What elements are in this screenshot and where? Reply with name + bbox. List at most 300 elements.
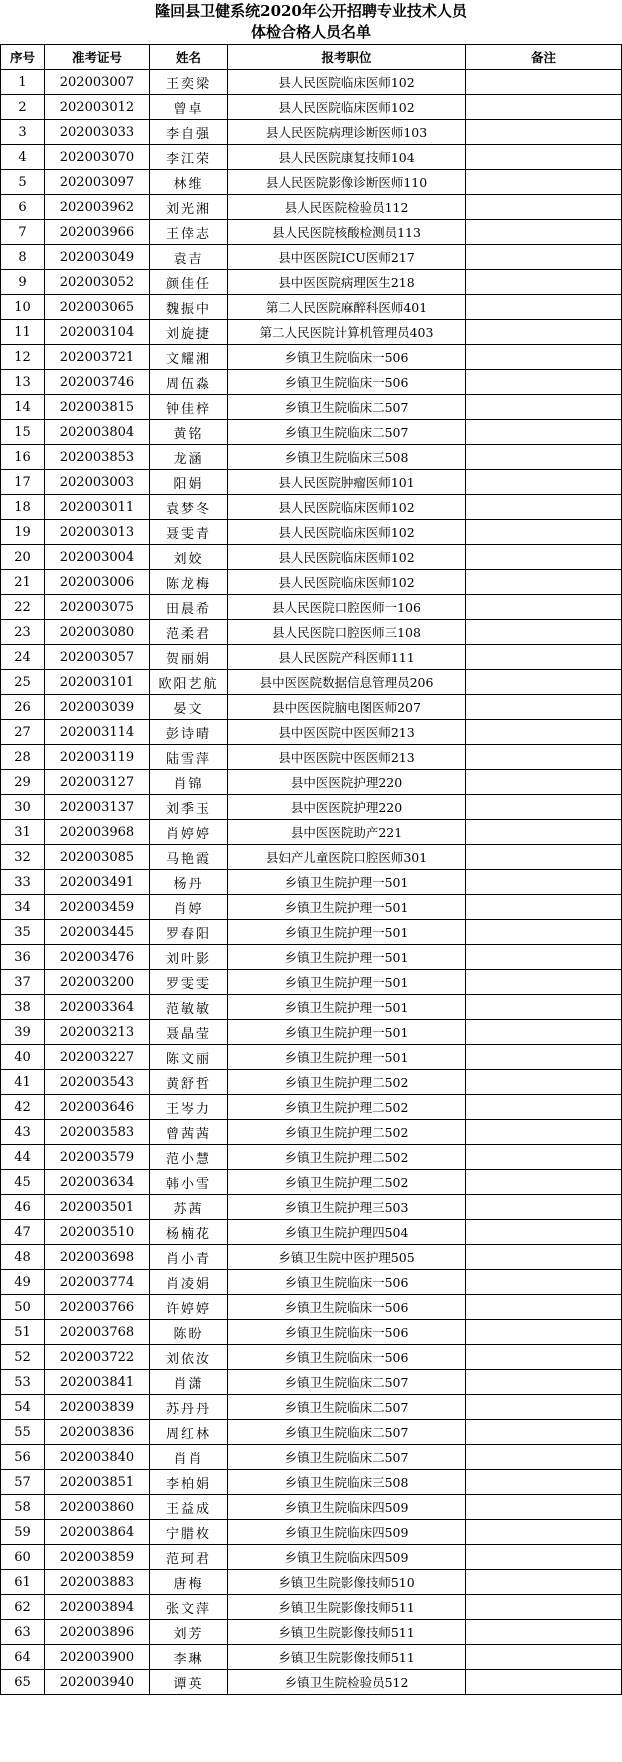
table-row: [1, 1020, 622, 1045]
cell-name: 黄舒哲: [150, 1070, 228, 1095]
table-row: [1, 970, 622, 995]
table-row: [1, 145, 622, 170]
cell-index: 57: [1, 1470, 45, 1495]
cell-index: 12: [1, 345, 45, 370]
cell-exam-number: 202003860: [45, 1495, 150, 1520]
cell-exam-number: 202003004: [45, 545, 150, 570]
cell-position: 县人民医院检验员112: [228, 195, 466, 220]
table-row: [1, 570, 622, 595]
cell-index: 59: [1, 1520, 45, 1545]
cell-index: 40: [1, 1045, 45, 1070]
cell-remarks: [466, 1020, 622, 1045]
cell-name: 刘姣: [150, 545, 228, 570]
cell-exam-number: 202003962: [45, 195, 150, 220]
cell-index: 41: [1, 1070, 45, 1095]
cell-index: 44: [1, 1145, 45, 1170]
cell-name: 聂晶莹: [150, 1020, 228, 1045]
table-row: [1, 1095, 622, 1120]
cell-name: 曾茜茜: [150, 1120, 228, 1145]
cell-exam-number: 202003127: [45, 770, 150, 795]
cell-index: 35: [1, 920, 45, 945]
cell-exam-number: 202003804: [45, 420, 150, 445]
cell-position: 县人民医院肿瘤医师101: [228, 470, 466, 495]
table-row: [1, 520, 622, 545]
cell-name: 曾卓: [150, 95, 228, 120]
cell-exam-number: 202003049: [45, 245, 150, 270]
cell-remarks: [466, 1520, 622, 1545]
cell-position: 县中医医院脑电图医师207: [228, 695, 466, 720]
cell-remarks: [466, 695, 622, 720]
cell-exam-number: 202003137: [45, 795, 150, 820]
table-row: [1, 320, 622, 345]
cell-remarks: [466, 1395, 622, 1420]
cell-remarks: [466, 845, 622, 870]
cell-name: 颜佳任: [150, 270, 228, 295]
cell-index: 10: [1, 295, 45, 320]
cell-index: 30: [1, 795, 45, 820]
table-row: [1, 1420, 622, 1445]
cell-remarks: [466, 220, 622, 245]
cell-index: 58: [1, 1495, 45, 1520]
cell-exam-number: 202003698: [45, 1245, 150, 1270]
cell-index: 65: [1, 1670, 45, 1695]
cell-remarks: [466, 420, 622, 445]
cell-remarks: [466, 1370, 622, 1395]
cell-remarks: [466, 1420, 622, 1445]
cell-exam-number: 202003459: [45, 895, 150, 920]
table-row: [1, 95, 622, 120]
cell-name: 王岑力: [150, 1095, 228, 1120]
cell-name: 宁腊枚: [150, 1520, 228, 1545]
table-row: [1, 1045, 622, 1070]
cell-remarks: [466, 520, 622, 545]
cell-remarks: [466, 870, 622, 895]
cell-exam-number: 202003722: [45, 1345, 150, 1370]
cell-index: 20: [1, 545, 45, 570]
cell-index: 25: [1, 670, 45, 695]
cell-index: 18: [1, 495, 45, 520]
cell-name: 罗雯雯: [150, 970, 228, 995]
cell-remarks: [466, 1320, 622, 1345]
cell-remarks: [466, 1570, 622, 1595]
table-row: [1, 1145, 622, 1170]
cell-name: 田晨希: [150, 595, 228, 620]
cell-index: 51: [1, 1320, 45, 1345]
cell-exam-number: 202003097: [45, 170, 150, 195]
cell-index: 17: [1, 470, 45, 495]
cell-name: 陆雪萍: [150, 745, 228, 770]
cell-exam-number: 202003445: [45, 920, 150, 945]
cell-exam-number: 202003894: [45, 1595, 150, 1620]
cell-position: 县中医医院中医医师213: [228, 720, 466, 745]
cell-name: 周伍淼: [150, 370, 228, 395]
table-row: [1, 545, 622, 570]
cell-index: 52: [1, 1345, 45, 1370]
cell-name: 王倖志: [150, 220, 228, 245]
cell-index: 55: [1, 1420, 45, 1445]
cell-remarks: [466, 1120, 622, 1145]
results-table: [0, 44, 622, 1695]
cell-position: 乡镇卫生院护理一501: [228, 895, 466, 920]
cell-exam-number: 202003774: [45, 1270, 150, 1295]
table-row: [1, 1570, 622, 1595]
cell-exam-number: 202003065: [45, 295, 150, 320]
cell-exam-number: 202003766: [45, 1295, 150, 1320]
cell-name: 肖小青: [150, 1245, 228, 1270]
table-row: [1, 1270, 622, 1295]
cell-exam-number: 202003227: [45, 1045, 150, 1070]
cell-index: 16: [1, 445, 45, 470]
cell-remarks: [466, 995, 622, 1020]
cell-index: 23: [1, 620, 45, 645]
cell-index: 2: [1, 95, 45, 120]
table-row: [1, 1195, 622, 1220]
cell-exam-number: 202003815: [45, 395, 150, 420]
cell-position: 县人民医院临床医师102: [228, 545, 466, 570]
cell-position: 乡镇卫生院护理四504: [228, 1220, 466, 1245]
cell-position: 县人民医院临床医师102: [228, 495, 466, 520]
cell-exam-number: 202003841: [45, 1370, 150, 1395]
table-row: [1, 920, 622, 945]
cell-position: 县人民医院口腔医师一106: [228, 595, 466, 620]
cell-name: 肖潇: [150, 1370, 228, 1395]
table-row: [1, 495, 622, 520]
cell-remarks: [466, 445, 622, 470]
cell-remarks: [466, 495, 622, 520]
cell-remarks: [466, 620, 622, 645]
cell-exam-number: 202003104: [45, 320, 150, 345]
table-row: [1, 695, 622, 720]
cell-position: 乡镇卫生院影像技师511: [228, 1620, 466, 1645]
cell-name: 范小慧: [150, 1145, 228, 1170]
cell-exam-number: 202003853: [45, 445, 150, 470]
table-row: [1, 770, 622, 795]
cell-name: 李琳: [150, 1645, 228, 1670]
document-title: [0, 1, 622, 43]
cell-remarks: [466, 1095, 622, 1120]
table-row: [1, 1245, 622, 1270]
table-row: [1, 1120, 622, 1145]
table-row: [1, 370, 622, 395]
cell-name: 晏文: [150, 695, 228, 720]
cell-index: 63: [1, 1620, 45, 1645]
cell-index: 22: [1, 595, 45, 620]
cell-remarks: [466, 1470, 622, 1495]
cell-exam-number: 202003080: [45, 620, 150, 645]
cell-remarks: [466, 1645, 622, 1670]
cell-position: 乡镇卫生院护理一501: [228, 1020, 466, 1045]
cell-index: 64: [1, 1645, 45, 1670]
cell-index: 5: [1, 170, 45, 195]
cell-position: 县中医医院助产221: [228, 820, 466, 845]
cell-position: 乡镇卫生院临床二507: [228, 1445, 466, 1470]
table-row: [1, 1495, 622, 1520]
cell-position: 乡镇卫生院临床一506: [228, 345, 466, 370]
header-index: 序号: [1, 45, 45, 70]
cell-remarks: [466, 1070, 622, 1095]
cell-position: 第二人民医院麻醉科医师401: [228, 295, 466, 320]
cell-position: 县中医医院ICU医师217: [228, 245, 466, 270]
cell-remarks: [466, 470, 622, 495]
cell-exam-number: 202003900: [45, 1645, 150, 1670]
cell-exam-number: 202003746: [45, 370, 150, 395]
cell-remarks: [466, 195, 622, 220]
cell-exam-number: 202003070: [45, 145, 150, 170]
cell-exam-number: 202003119: [45, 745, 150, 770]
table-row: [1, 220, 622, 245]
cell-index: 13: [1, 370, 45, 395]
cell-name: 聂雯青: [150, 520, 228, 545]
cell-index: 49: [1, 1270, 45, 1295]
cell-exam-number: 202003012: [45, 95, 150, 120]
cell-exam-number: 202003075: [45, 595, 150, 620]
cell-index: 4: [1, 145, 45, 170]
cell-exam-number: 202003101: [45, 670, 150, 695]
cell-name: 肖婷婷: [150, 820, 228, 845]
cell-position: 乡镇卫生院临床三508: [228, 1470, 466, 1495]
cell-index: 53: [1, 1370, 45, 1395]
cell-remarks: [466, 170, 622, 195]
cell-remarks: [466, 945, 622, 970]
cell-name: 魏振中: [150, 295, 228, 320]
cell-position: 乡镇卫生院护理二502: [228, 1095, 466, 1120]
table-row: [1, 1395, 622, 1420]
cell-position: 乡镇卫生院护理二502: [228, 1145, 466, 1170]
cell-name: 陈文丽: [150, 1045, 228, 1070]
cell-exam-number: 202003006: [45, 570, 150, 595]
cell-index: 27: [1, 720, 45, 745]
cell-position: 县人民医院产科医师111: [228, 645, 466, 670]
cell-remarks: [466, 920, 622, 945]
cell-index: 42: [1, 1095, 45, 1120]
cell-exam-number: 202003940: [45, 1670, 150, 1695]
cell-position: 第二人民医院计算机管理员403: [228, 320, 466, 345]
cell-position: 县中医医院中医医师213: [228, 745, 466, 770]
table-row: [1, 170, 622, 195]
header-name: 姓名: [150, 45, 228, 70]
cell-position: 乡镇卫生院临床四509: [228, 1545, 466, 1570]
table-row: [1, 295, 622, 320]
table-row: [1, 720, 622, 745]
cell-position: 县中医医院病理医生218: [228, 270, 466, 295]
title-line-2: 体检合格人员名单: [250, 23, 371, 41]
cell-remarks: [466, 1195, 622, 1220]
cell-index: 32: [1, 845, 45, 870]
cell-exam-number: 202003646: [45, 1095, 150, 1120]
cell-remarks: [466, 1270, 622, 1295]
table-row: [1, 645, 622, 670]
cell-name: 肖凌娟: [150, 1270, 228, 1295]
cell-position: 乡镇卫生院临床三508: [228, 445, 466, 470]
cell-index: 14: [1, 395, 45, 420]
cell-name: 袁梦冬: [150, 495, 228, 520]
cell-remarks: [466, 270, 622, 295]
cell-index: 8: [1, 245, 45, 270]
cell-name: 张文萍: [150, 1595, 228, 1620]
table-row: [1, 395, 622, 420]
cell-index: 11: [1, 320, 45, 345]
cell-position: 县人民医院影像诊断医师110: [228, 170, 466, 195]
cell-position: 县人民医院口腔医师三108: [228, 620, 466, 645]
cell-exam-number: 202003883: [45, 1570, 150, 1595]
cell-index: 28: [1, 745, 45, 770]
cell-name: 苏茜: [150, 1195, 228, 1220]
table-row: [1, 795, 622, 820]
cell-name: 龙涵: [150, 445, 228, 470]
cell-position: 乡镇卫生院临床一506: [228, 370, 466, 395]
table-row: [1, 1645, 622, 1670]
cell-index: 61: [1, 1570, 45, 1595]
cell-remarks: [466, 1220, 622, 1245]
table-row: [1, 870, 622, 895]
cell-position: 县人民医院临床医师102: [228, 570, 466, 595]
cell-position: 乡镇卫生院影像技师511: [228, 1595, 466, 1620]
cell-exam-number: 202003968: [45, 820, 150, 845]
cell-exam-number: 202003364: [45, 995, 150, 1020]
cell-position: 乡镇卫生院护理一501: [228, 920, 466, 945]
cell-name: 范珂君: [150, 1545, 228, 1570]
cell-exam-number: 202003114: [45, 720, 150, 745]
cell-name: 林维: [150, 170, 228, 195]
table-row: [1, 1670, 622, 1695]
cell-remarks: [466, 295, 622, 320]
cell-position: 乡镇卫生院护理一501: [228, 1045, 466, 1070]
table-row: [1, 195, 622, 220]
cell-position: 乡镇卫生院中医护理505: [228, 1245, 466, 1270]
table-row: [1, 70, 622, 95]
cell-position: 乡镇卫生院临床二507: [228, 1370, 466, 1395]
cell-exam-number: 202003721: [45, 345, 150, 370]
cell-index: 46: [1, 1195, 45, 1220]
cell-exam-number: 202003966: [45, 220, 150, 245]
cell-position: 乡镇卫生院临床二507: [228, 1395, 466, 1420]
table-row: [1, 345, 622, 370]
cell-remarks: [466, 545, 622, 570]
cell-position: 乡镇卫生院临床一506: [228, 1320, 466, 1345]
cell-remarks: [466, 370, 622, 395]
cell-exam-number: 202003213: [45, 1020, 150, 1045]
cell-name: 袁吉: [150, 245, 228, 270]
cell-remarks: [466, 745, 622, 770]
cell-remarks: [466, 1345, 622, 1370]
cell-remarks: [466, 1170, 622, 1195]
cell-remarks: [466, 1045, 622, 1070]
table-row: [1, 1170, 622, 1195]
cell-remarks: [466, 120, 622, 145]
table-row: [1, 745, 622, 770]
cell-index: 3: [1, 120, 45, 145]
cell-index: 39: [1, 1020, 45, 1045]
cell-index: 6: [1, 195, 45, 220]
cell-index: 56: [1, 1445, 45, 1470]
header-remarks: 备注: [466, 45, 622, 70]
cell-name: 贺丽娟: [150, 645, 228, 670]
cell-exam-number: 202003836: [45, 1420, 150, 1445]
title-line-1: 隆回县卫健系统2020年公开招聘专业技术人员: [155, 2, 467, 20]
cell-remarks: [466, 70, 622, 95]
cell-remarks: [466, 970, 622, 995]
cell-name: 刘季玉: [150, 795, 228, 820]
cell-name: 李江荣: [150, 145, 228, 170]
cell-exam-number: 202003039: [45, 695, 150, 720]
cell-position: 县人民医院核酸检测员113: [228, 220, 466, 245]
cell-exam-number: 202003200: [45, 970, 150, 995]
cell-remarks: [466, 1670, 622, 1695]
cell-position: 乡镇卫生院影像技师511: [228, 1645, 466, 1670]
cell-index: 36: [1, 945, 45, 970]
cell-index: 45: [1, 1170, 45, 1195]
cell-remarks: [466, 245, 622, 270]
cell-exam-number: 202003476: [45, 945, 150, 970]
cell-remarks: [466, 645, 622, 670]
cell-position: 乡镇卫生院临床一506: [228, 1345, 466, 1370]
cell-position: 县妇产儿童医院口腔医师301: [228, 845, 466, 870]
table-row: [1, 1345, 622, 1370]
cell-name: 周红林: [150, 1420, 228, 1445]
cell-index: 37: [1, 970, 45, 995]
cell-index: 9: [1, 270, 45, 295]
table-row: [1, 945, 622, 970]
table-row: [1, 1295, 622, 1320]
cell-exam-number: 202003839: [45, 1395, 150, 1420]
table-row: [1, 895, 622, 920]
table-row: [1, 1320, 622, 1345]
cell-index: 26: [1, 695, 45, 720]
cell-remarks: [466, 320, 622, 345]
cell-index: 54: [1, 1395, 45, 1420]
cell-position: 乡镇卫生院护理一501: [228, 870, 466, 895]
cell-position: 乡镇卫生院临床一506: [228, 1270, 466, 1295]
cell-position: 乡镇卫生院护理一501: [228, 995, 466, 1020]
cell-name: 范柔君: [150, 620, 228, 645]
table-row: [1, 1595, 622, 1620]
table-row: [1, 1470, 622, 1495]
cell-position: 乡镇卫生院临床二507: [228, 420, 466, 445]
table-row: [1, 1445, 622, 1470]
cell-remarks: [466, 795, 622, 820]
cell-name: 杨丹: [150, 870, 228, 895]
table-row: [1, 1520, 622, 1545]
cell-name: 欧阳艺航: [150, 670, 228, 695]
cell-name: 李柏娟: [150, 1470, 228, 1495]
cell-remarks: [466, 1245, 622, 1270]
cell-name: 唐梅: [150, 1570, 228, 1595]
header-position: 报考职位: [228, 45, 466, 70]
cell-remarks: [466, 1620, 622, 1645]
table-row: [1, 1545, 622, 1570]
cell-index: 60: [1, 1545, 45, 1570]
cell-remarks: [466, 345, 622, 370]
table-row: [1, 445, 622, 470]
cell-position: 县中医医院护理220: [228, 795, 466, 820]
cell-exam-number: 202003510: [45, 1220, 150, 1245]
table-header-row: [1, 45, 622, 70]
table-row: [1, 995, 622, 1020]
cell-position: 乡镇卫生院检验员512: [228, 1670, 466, 1695]
cell-remarks: [466, 720, 622, 745]
cell-name: 阳娟: [150, 470, 228, 495]
cell-position: 乡镇卫生院护理二502: [228, 1120, 466, 1145]
cell-exam-number: 202003003: [45, 470, 150, 495]
cell-remarks: [466, 820, 622, 845]
cell-index: 15: [1, 420, 45, 445]
cell-name: 肖肖: [150, 1445, 228, 1470]
cell-name: 肖锦: [150, 770, 228, 795]
cell-exam-number: 202003013: [45, 520, 150, 545]
table-row: [1, 820, 622, 845]
cell-name: 罗春阳: [150, 920, 228, 945]
table-row: [1, 620, 622, 645]
